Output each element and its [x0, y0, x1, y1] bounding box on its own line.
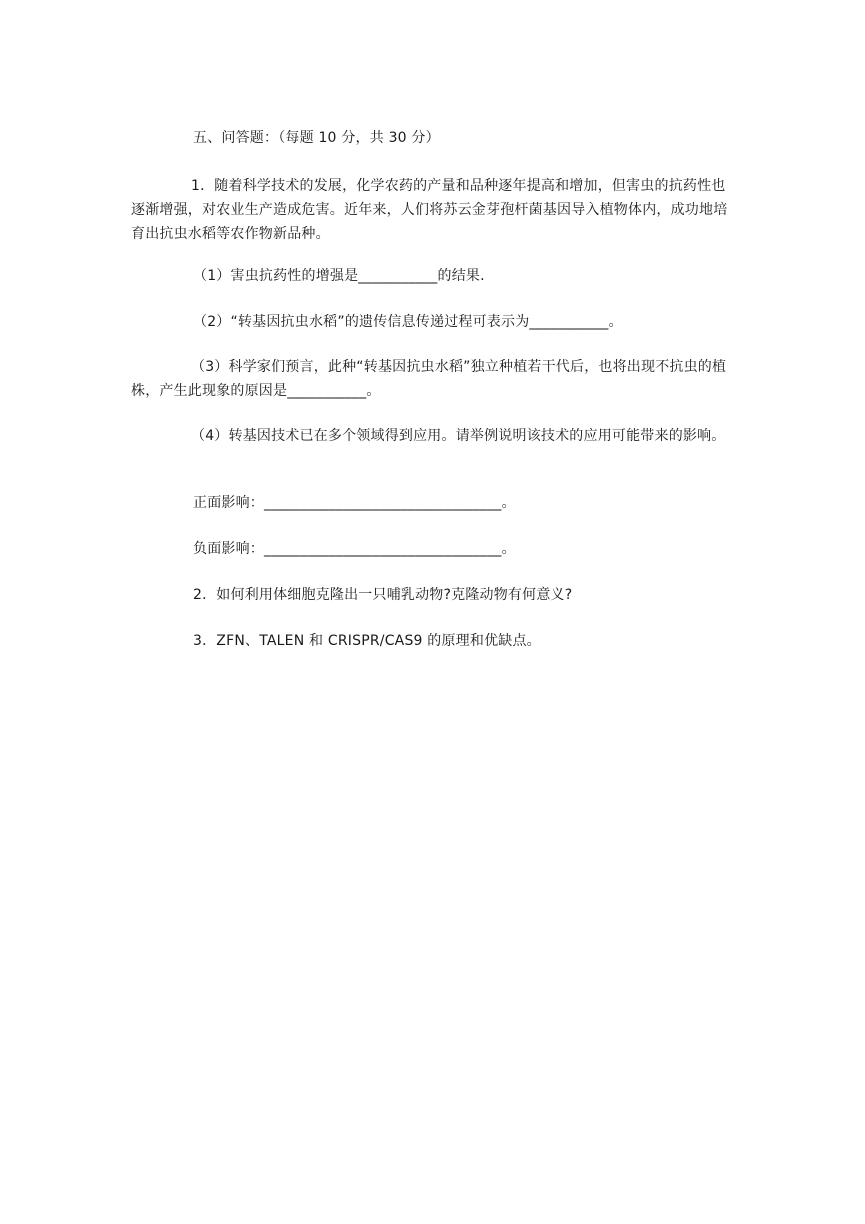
question-1-part-4-text: （4）转基因技术已在多个领域得到应用。请举例说明该技术的应用可能带来的影响。 [191, 428, 726, 444]
question-1-part-2: （2）“转基因抗虫水稻”的遗传信息传递过程可表示为___________。 [193, 314, 623, 330]
question-1-stem [131, 174, 735, 246]
question-1-stem-text: 1．随着科学技术的发展，化学农药的产量和品种逐年提高和增加，但害虫的抗药性也逐渐增强，对农业生产造成危害。近年来，人们将苏云金芽孢杆菌基因导入植物体内，成功地培育出抗虫水稻等农作物新品种。 [131, 178, 728, 242]
question-1-part-1: （1）害虫抗药性的增强是___________的结果. [193, 268, 485, 284]
question-3: 3．ZFN、TALEN 和 CRISPR/CAS9 的原理和优缺点。 [193, 633, 541, 649]
positive-impact-line: 正面影响：_________________________________。 [193, 495, 516, 511]
negative-impact-line: 负面影响：_________________________________。 [193, 541, 516, 557]
question-1-part-3 [131, 355, 735, 403]
section-heading: 五、问答题：（每题 10 分，共 30 分） [193, 130, 440, 146]
question-1-part-4 [131, 424, 735, 448]
question-1-part-3-text: （3）科学家们预言，此种“转基因抗虫水稻”独立种植若干代后，也将出现不抗虫的植株，产生此现象的原因是___________。 [131, 359, 727, 399]
question-2: 2．如何利用体细胞克隆出一只哺乳动物?克隆动物有何意义? [193, 587, 573, 603]
